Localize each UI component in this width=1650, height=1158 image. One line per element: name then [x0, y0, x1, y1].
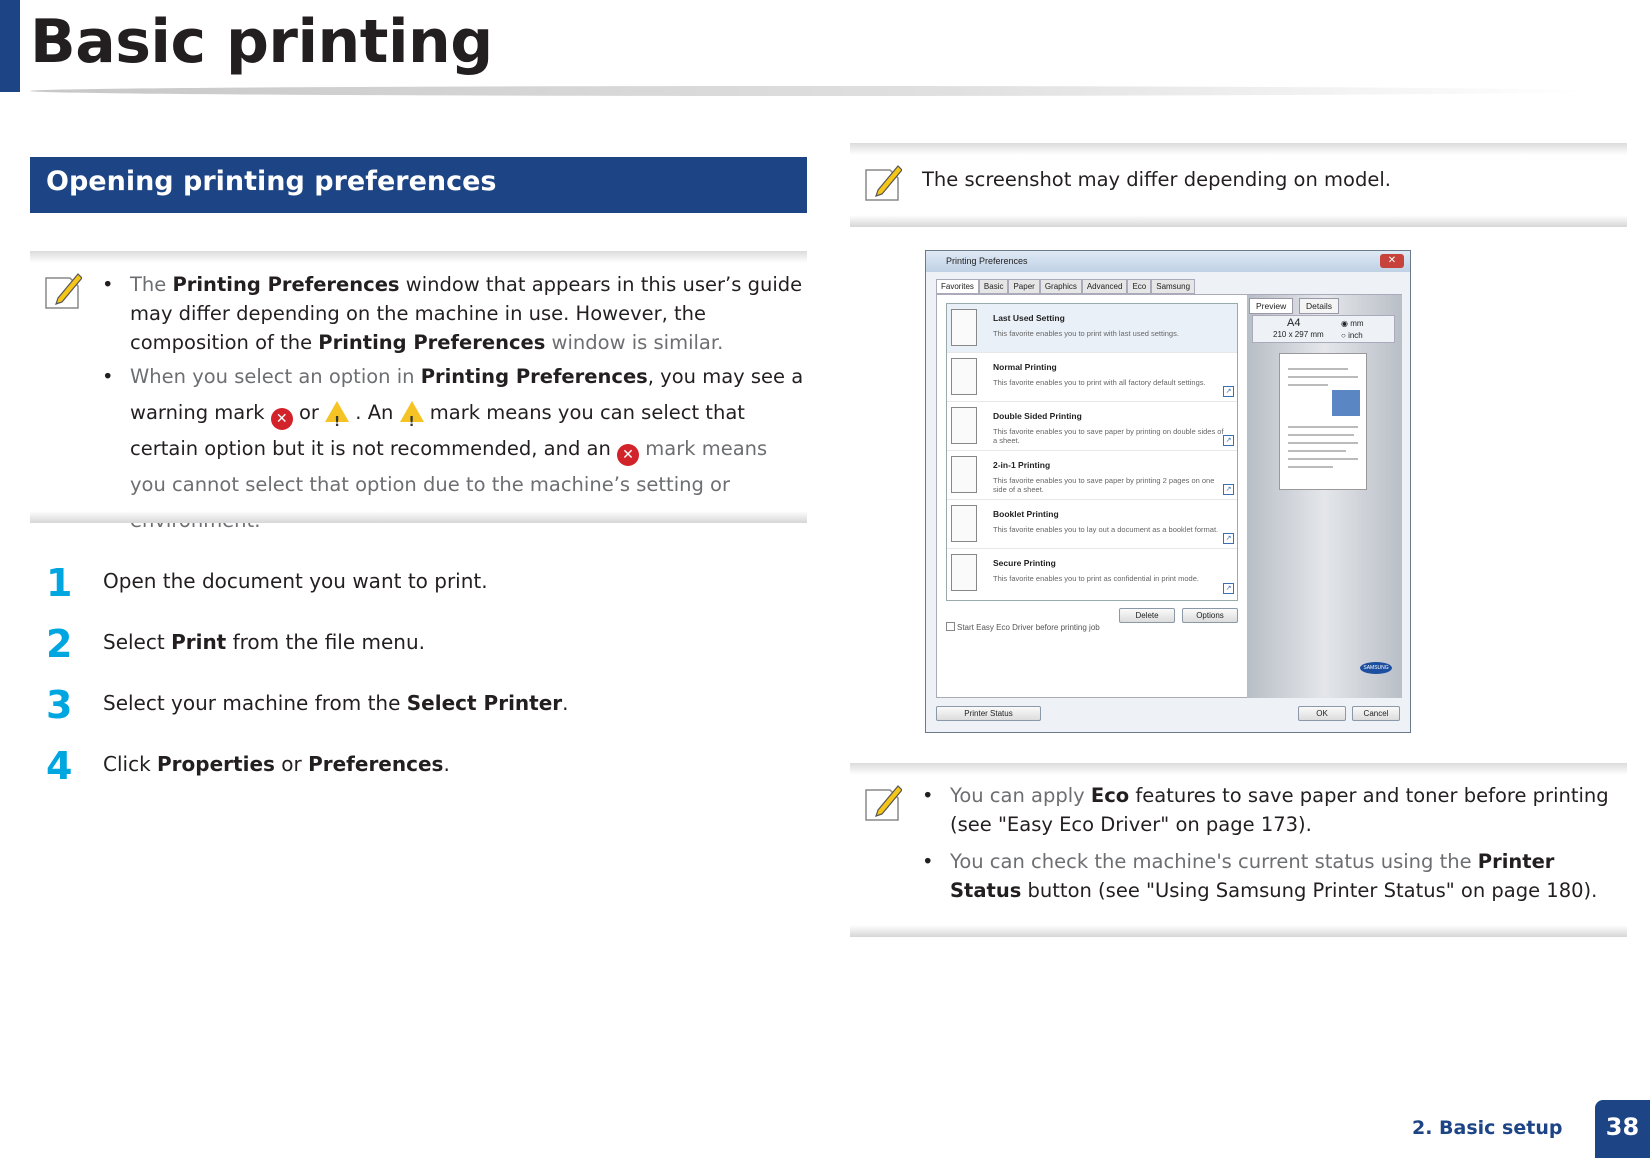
note-top-rule [850, 143, 1627, 155]
tab-eco: Eco [1127, 279, 1151, 294]
note-bottom-rule [30, 511, 807, 523]
note-3-bullet-1: • You can apply Eco features to save paper and toner before printing (see "Easy Eco Driver" on page 173). [922, 784, 1609, 836]
page-title: Basic printing [30, 7, 493, 77]
window-title-bar [926, 251, 1410, 272]
note-bottom-rule [850, 215, 1627, 227]
unit-mm-radio: ◉ mm [1341, 319, 1364, 328]
favorite-item: Last Used Setting This favorite enables you to print with last used settings. [947, 304, 1237, 353]
favorite-item: Secure Printing This favorite enables you to print as confidential in print mode. ↗ [947, 549, 1237, 598]
link-icon: ↗ [1223, 583, 1234, 594]
favorite-item: Booklet Printing This favorite enables you to lay out a document as a booklet format. ↗ [947, 500, 1237, 549]
preview-panel [1247, 295, 1402, 698]
ok-button: OK [1298, 706, 1346, 721]
tab-favorites: Favorites [936, 279, 979, 294]
preview-image [1332, 390, 1360, 416]
favorite-item: Normal Printing This favorite enables you to print with all factory default settings. ↗ [947, 353, 1237, 402]
tab-samsung: Samsung [1151, 279, 1195, 294]
error-mark-icon: ✕ [617, 444, 639, 466]
delete-button: Delete [1119, 608, 1175, 623]
window-title: Printing Preferences [946, 256, 1028, 266]
close-icon: ✕ [1380, 254, 1404, 268]
note-top-rule [30, 251, 807, 263]
note-pencil-icon [44, 270, 82, 310]
page-preview [1279, 353, 1367, 490]
link-icon: ↗ [1223, 533, 1234, 544]
window-body [936, 294, 1402, 698]
tab-graphics: Graphics [1040, 279, 1082, 294]
warning-mark-icon [400, 401, 424, 422]
tab-basic: Basic [979, 279, 1009, 294]
unit-inch-radio: ○ inch [1341, 331, 1363, 340]
cancel-button: Cancel [1352, 706, 1400, 721]
section-title: Opening printing preferences [46, 166, 497, 197]
favorite-item: Double Sided Printing This favorite enables you to save paper by printing on double sides of a sheet. ↗ [947, 402, 1237, 451]
footer-chapter: 2. Basic setup [1412, 1117, 1563, 1139]
note-1 [102, 270, 807, 539]
note-top-rule [850, 763, 1627, 775]
document-thumbnail-icon [951, 358, 977, 395]
two-up-thumbnail-icon [951, 456, 977, 493]
link-icon: ↗ [1223, 484, 1234, 495]
tab-paper: Paper [1008, 279, 1039, 294]
note-pencil-icon [864, 162, 902, 202]
printing-preferences-screenshot [925, 250, 1411, 733]
favorite-item: 2-in-1 Printing This favorite enables you to save paper by printing 2 pages on one side of a sheet. ↗ [947, 451, 1237, 500]
link-icon: ↗ [1223, 386, 1234, 397]
warning-mark-icon [325, 401, 349, 422]
favorites-list [946, 303, 1238, 601]
note-1-bullet-1: • The Printing Preferences window that appears in this user’s guide may differ depending on the machine in use. However, the composition of the Printing Preferences window is similar. [102, 273, 803, 354]
tab-preview: Preview [1249, 298, 1293, 314]
booklet-thumbnail-icon [951, 505, 977, 542]
duplex-thumbnail-icon [951, 407, 977, 444]
note-2: The screenshot may differ depending on model. [922, 168, 1391, 191]
page-number: 38 [1595, 1100, 1650, 1158]
options-button: Options [1182, 608, 1238, 623]
tab-bar [936, 279, 1195, 294]
tab-advanced: Advanced [1082, 279, 1128, 294]
note-bottom-rule [850, 925, 1627, 937]
section-header [30, 157, 807, 213]
lock-thumbnail-icon [951, 554, 977, 591]
document-thumbnail-icon [951, 309, 977, 346]
note-3 [922, 781, 1627, 905]
samsung-logo: SAMSUNG [1360, 662, 1392, 674]
header-side-tab [0, 0, 20, 92]
printer-status-button: Printer Status [936, 706, 1041, 721]
note-1-bullet-2: • When you select an option in Printing Preferences, you may see a warning mark ✕ or ! . An ! mark means you can select that certain option but it is not recommended, and an ✕ mark means you cannot select that option due to the machine’s setting or [102, 359, 807, 539]
note-3-bullet-2: • You can check the machine's current status using the Printer Status button (see "Using Samsung Printer Status" on page 180). [922, 850, 1598, 902]
title-rule [30, 86, 1590, 96]
eco-driver-checkbox: Start Easy Eco Driver before printing job [946, 622, 1100, 632]
tab-details: Details [1299, 298, 1339, 314]
error-mark-icon: ✕ [271, 408, 293, 430]
paper-size-readout: A4 210 x 297 mm ◉ mm ○ inch [1252, 315, 1395, 343]
link-icon: ↗ [1223, 435, 1234, 446]
note-pencil-icon [864, 782, 902, 822]
